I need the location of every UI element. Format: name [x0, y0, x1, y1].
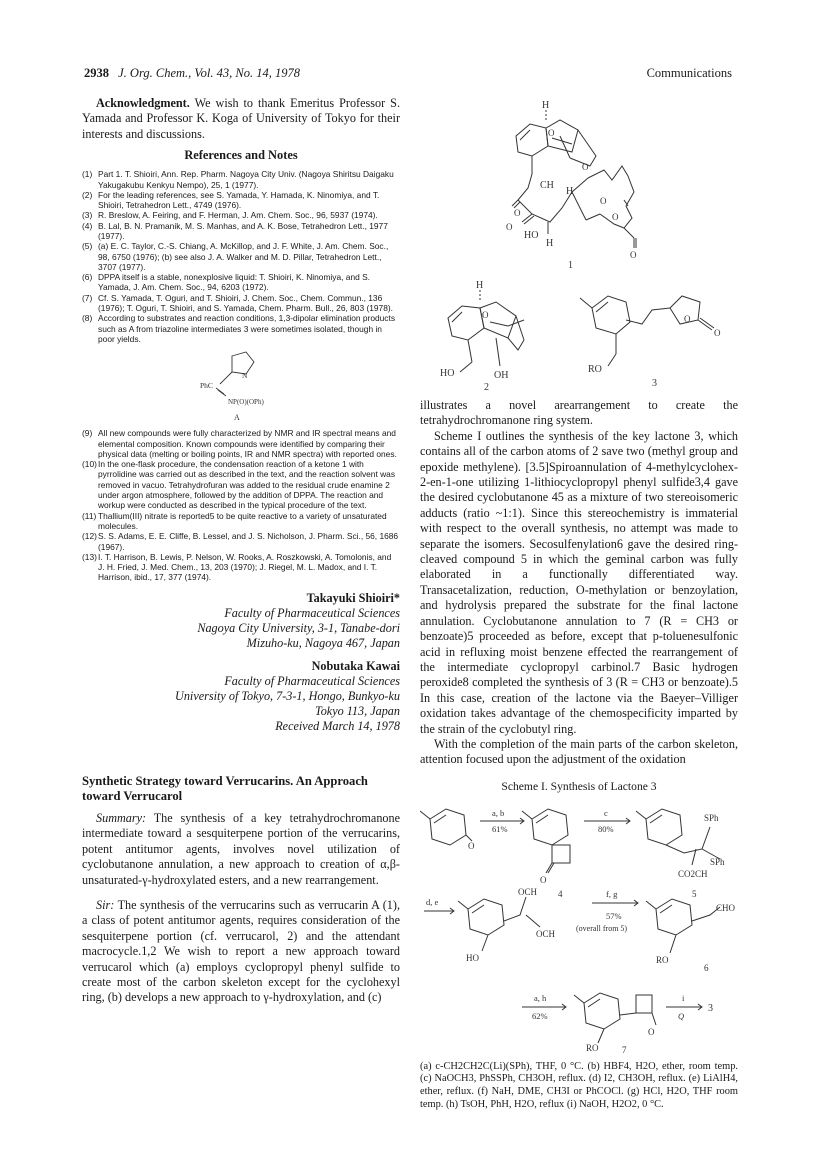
reference-text: Part 1. T. Shioiri, Ann. Rep. Pharm. Nagoya City Univ. (Nagoya Shiritsu Daigaku Yakugakubu Kenkyu Nempo), 25, 1 (1977).: [98, 169, 394, 190]
sch-overall: (overall from 5): [576, 923, 628, 933]
section-label: Communications: [646, 66, 732, 80]
reference-number: (2): [82, 189, 93, 200]
struct-A-np: NP(O)(OPh): [228, 398, 264, 407]
reference-item: [82, 293, 400, 314]
reference-number: (11): [82, 510, 97, 521]
scheme-1: [420, 797, 738, 1055]
page-number: 2938: [84, 66, 109, 80]
sch-och1: OCH: [518, 886, 538, 897]
reference-item: [82, 221, 400, 242]
sch-ab: a, b: [492, 807, 505, 818]
s2-h: H: [476, 280, 484, 291]
s1-o-1: O: [548, 128, 555, 138]
sch-q: Q: [678, 1010, 685, 1021]
affil2-line: University of Tokyo, 7-3-1, Hongo, Bunkyo-ku: [175, 688, 400, 703]
reference-text: I. T. Harrison, B. Lewis, P. Nelson, W. Rooks, A. Roszkowski, A. Tomolonis, and J. H. Fried, J. Med. Chem., 13, 203 (1970); J. Riegel, M. L. Madox, and I. T. Harrison, ibid., 17, 377 (1974).: [98, 551, 392, 583]
s1-h3: H: [546, 238, 554, 249]
reference-text: R. Breslow, A. Feiring, and F. Herman, J. Am. Chem. Soc., 96, 5937 (1974).: [98, 210, 378, 221]
structures-drawing: [420, 96, 738, 394]
left-column: [82, 96, 400, 1006]
author-2: Nobutaka Kawai: [311, 658, 400, 673]
para-2: Scheme I outlines the synthesis of the key lactone 3, which contains all of the carbon atoms of 2 save two (methyl group and epoxide methylene). [3.5]Spiroannulation of 4-methylcyclohex-2-en-1-one utilizing 1-lithiocyclopropyl phenyl sulfide3,4 gave the desired cyclobutanone 45 as a mixture of two stereoisomeric adducts (ratio ~1:1). Since this stereochemistry is immaterial with respect to the overall synthesis, no attempt was made to separate the isomers. Secosulfenylation6 gave the desired ring-cleaved compound 5 in which the geminal carbon was fully elaborated in a functionally differentiated way. Transacetalization, reduction, O-methylation or benzoylation, and hydrolysis prepared the substrate for the final lactone annulation. Cyclobutanone annulation to 7 (R = CH3 or benzoate)5 proceeded as before, except that p-toluenesulfonic acid in refluxing moist benzene effected the rearrangement of the intermediate cyclopropyl carbinol.7 Basic hydrogen peroxide8 completed the synthesis of 3 (R = CH3 or benzoate).5 In this case, creation of the lactone via the Baeyer–Villiger oxidation takes advantage of the chemospecificity imparted by the strain of the cyclobutyl ring.: [420, 428, 738, 736]
references-list-b: [82, 428, 400, 582]
sch-o-1: O: [468, 840, 475, 851]
reference-text: All new compounds were fully characterized by NMR and IR spectral means and elemental composition. Known compounds were identified by comparing their physical data (melting or boiling points, IR and NMR spectra) with reported ones.: [98, 428, 397, 459]
reference-text: Thallium(III) nitrate is reported5 to be quite reactive to a variety of unsaturated molecules.: [98, 510, 387, 531]
struct-A-n: N: [242, 371, 248, 381]
reference-number: (4): [82, 220, 93, 231]
reference-item: [82, 511, 400, 532]
reference-text: For the leading references, see S. Yamada, Y. Hamada, K. Ninomiya, and T. Shioiri, Tetrahedron Lett., 4749 (1976).: [98, 189, 380, 211]
reference-number: (9): [82, 428, 93, 439]
reference-number: (3): [82, 210, 93, 221]
sch-y1: 61%: [492, 823, 508, 834]
s1-ch3: CH: [540, 180, 554, 191]
s2-o-1: O: [482, 310, 489, 320]
article-title: Synthetic Strategy toward Verrucarins. An Approach toward Verrucarol: [82, 773, 368, 804]
s1-label: 1: [568, 260, 573, 271]
sch-sph2: SPh: [710, 856, 725, 867]
reference-text: According to substrates and reaction conditions, 1,3-dipolar elimination products such as A from triazoline intermediates 3 were sometimes isolated, though in poor yields.: [98, 313, 396, 344]
sch-o-3: O: [648, 1026, 655, 1037]
s2-label: 2: [484, 382, 489, 393]
reference-text: In the one-flask procedure, the condensation reaction of a ketone 1 with pyrrolidine was carried out as described in the text, and the reaction solvent was removed in vacuo. Tetrahydrofuran was added to the residual crude enamine 2 under argon atmosphere, followed by the addition of DPPA. The reaction and workup were conducted as described in the typical procedure of the text.: [98, 459, 396, 511]
sch-y2: 80%: [598, 823, 614, 834]
reference-text: (a) E. C. Taylor, C.-S. Chiang, A. McKillop, and J. F. White, J. Am. Chem. Soc., 98, 6750 (1976); (b) see also J. A. Walker and M. D. Pillar, Tetrahedron Lett., 3707 (1977).: [98, 241, 389, 272]
sch-to3: 3: [708, 1002, 713, 1014]
reference-item: [82, 272, 400, 293]
reference-number: (6): [82, 272, 93, 283]
sch-o-2: O: [540, 874, 547, 885]
summary-label: Summary:: [96, 810, 147, 825]
reference-item: [82, 241, 400, 272]
reference-number: (12): [82, 531, 97, 542]
sch-y3: 57%: [606, 910, 622, 921]
para-3: With the completion of the main parts of the carbon skeleton, attention focused upon the adjustment of the oxidation: [420, 736, 738, 767]
reference-item: [82, 552, 400, 583]
scheme-title: Scheme I. Synthesis of Lactone 3: [501, 779, 657, 793]
sch-och2: OCH: [536, 928, 556, 939]
struct-A-ph: PhC: [200, 381, 213, 391]
s1-o-4: O: [506, 222, 513, 232]
reference-item: [82, 531, 400, 552]
affil1-line: Mizuho-ku, Nagoya 467, Japan: [246, 635, 400, 650]
reference-number: (7): [82, 292, 93, 303]
reference-text: DPPA itself is a stable, nonexplosive liquid: T. Shioiri, K. Ninomiya, and S. Yamada, J. Am. Chem. Soc., 94, 6203 (1972).: [98, 272, 371, 293]
structure-A-drawing: [82, 344, 400, 428]
s3-label: 3: [652, 378, 657, 389]
s3-ro: RO: [588, 364, 602, 375]
reference-item: [82, 428, 400, 459]
s2-ho: HO: [440, 368, 455, 379]
reference-item: [82, 190, 400, 211]
summary-text: The synthesis of a key tetrahydrochromanone intermediate toward a sesquiterpene portion of the verrucarins, potent antitumor agents, involves novel utilization of cyclobutanone annulation, a new approach to creation of α,β-unsaturated-γ-hydroxylated esters, and a new rearrangement.: [82, 810, 401, 887]
s1-o-2: O: [582, 162, 589, 172]
sch-c: c: [604, 807, 608, 818]
s3-o-2: O: [714, 328, 721, 338]
reference-number: (8): [82, 313, 93, 324]
reference-number: (5): [82, 241, 93, 252]
sch-l6: 6: [704, 962, 709, 973]
s1-o-7: O: [630, 250, 637, 260]
ack-text: We wish to thank Emeritus Professor S. Yamada and Professor K. Koga of University of Tokyo for their interests and discussions.: [82, 96, 400, 141]
sch-ro2: RO: [586, 1042, 599, 1053]
scheme-drawing: [420, 797, 738, 1055]
sch-fg: f, g: [606, 888, 618, 899]
reference-number: (10): [82, 459, 97, 470]
affiliation-2: [82, 674, 400, 734]
references-heading: References and Notes: [184, 148, 298, 163]
sch-l4: 4: [558, 888, 563, 899]
sch-l5: 5: [692, 888, 697, 899]
running-header: [84, 66, 300, 81]
acknowledgment: [82, 96, 400, 142]
s1-h: H: [542, 100, 550, 111]
affil1-line: Nagoya City University, 3-1, Tanabe-dori: [197, 620, 400, 635]
affil2-line: Tokyo 113, Japan: [315, 703, 400, 718]
author-1: Takayuki Shioiri*: [306, 590, 400, 605]
sch-l7: 7: [622, 1044, 627, 1055]
reference-text: B. Lal, B. N. Pramanik, M. S. Manhas, and A. K. Bose, Tetrahedron Lett., 1977 (1977).: [98, 220, 388, 241]
para-1: illustrates a novel arearrangement to create the tetrahydrochromanone ring system.: [420, 398, 738, 428]
s1-o-6: O: [612, 212, 619, 222]
reference-item: [82, 459, 400, 510]
summary: [82, 811, 400, 888]
ack-label: Acknowledgment.: [96, 96, 190, 110]
s3-o-1: O: [684, 314, 691, 324]
received-date: Received March 14, 1978: [275, 718, 400, 733]
struct-A-label: A: [234, 413, 240, 423]
s1-o-3: O: [514, 208, 521, 218]
s1-h2: H: [566, 186, 574, 197]
right-column: [420, 96, 738, 1111]
reference-item: [82, 169, 400, 190]
structure-A: [82, 344, 400, 428]
sch-ah: a, h: [534, 992, 547, 1003]
reference-number: (1): [82, 169, 93, 180]
sch-ho: HO: [466, 952, 479, 963]
affil1-line: Faculty of Pharmaceutical Sciences: [224, 605, 400, 620]
sch-y4: 62%: [532, 1010, 548, 1021]
sir-paragraph: [82, 898, 400, 1006]
sch-ro1: RO: [656, 954, 669, 965]
references-list-a: [82, 169, 400, 344]
journal-citation: J. Org. Chem., Vol. 43, No. 14, 1978: [118, 66, 300, 80]
affiliation-1: [82, 606, 400, 651]
scheme-footnote: (a) c-CH2CH2C(Li)(SPh), THF, 0 °C. (b) HBF4, H2O, ether, room temp. (c) NaOCH3, PhSSPh, CH3OH, reflux. (d) I2, CH3OH, reflux. (e) LiAlH4, ether, reflux. (f) NaH, DME, CH3I or PhCOCl. (g) HCl, H2O, THF room temp. (h) TsOH, PhH, H2O, reflux (i) NaOH, H2O2, 0 °C.: [420, 1060, 738, 1110]
reference-item: [82, 313, 400, 344]
sch-cho: CHO: [716, 902, 736, 913]
reference-text: Cf. S. Yamada, T. Oguri, and T. Shioiri, J. Chem. Soc., Chem. Commun., 136 (1976); T. Oguri, T. Shioiri, and S. Yamada, Chem. Pharm. Bull., 26, 803 (1978).: [98, 292, 393, 314]
reference-item: [82, 210, 400, 220]
s2-oh: OH: [494, 370, 509, 381]
structures-1-2-3: [420, 96, 738, 394]
sch-i: i: [682, 992, 685, 1003]
sch-sph1: SPh: [704, 812, 719, 823]
s1-o-5: O: [600, 196, 607, 206]
reference-text: S. S. Adams, E. E. Cliffe, B. Lessel, and J. S. Nicholson, J. Pharm. Sci., 56, 1686 (1967).: [98, 531, 399, 552]
sir-label: Sir:: [96, 897, 115, 912]
reference-number: (13): [82, 551, 97, 562]
sch-de: d, e: [426, 896, 439, 907]
sir-text: The synthesis of the verrucarins such as verrucarin A (1), a class of potent antitumor agents, requires consideration of the sesquiterpene portion (cf. verrucarol, 2) and the attendant macrocycle.1,2 We wish to report a new approach toward verrucarol which (a) employs cyclopropyl phenyl sulfide to create most of the carbon skeleton except for the cyclohexyl ring, (b) develops a new approach to γ-hydroxylation, and (c): [82, 897, 400, 1005]
s1-ho: HO: [524, 230, 539, 241]
affil2-line: Faculty of Pharmaceutical Sciences: [224, 673, 400, 688]
sch-co2ch: CO2CH: [678, 868, 708, 879]
